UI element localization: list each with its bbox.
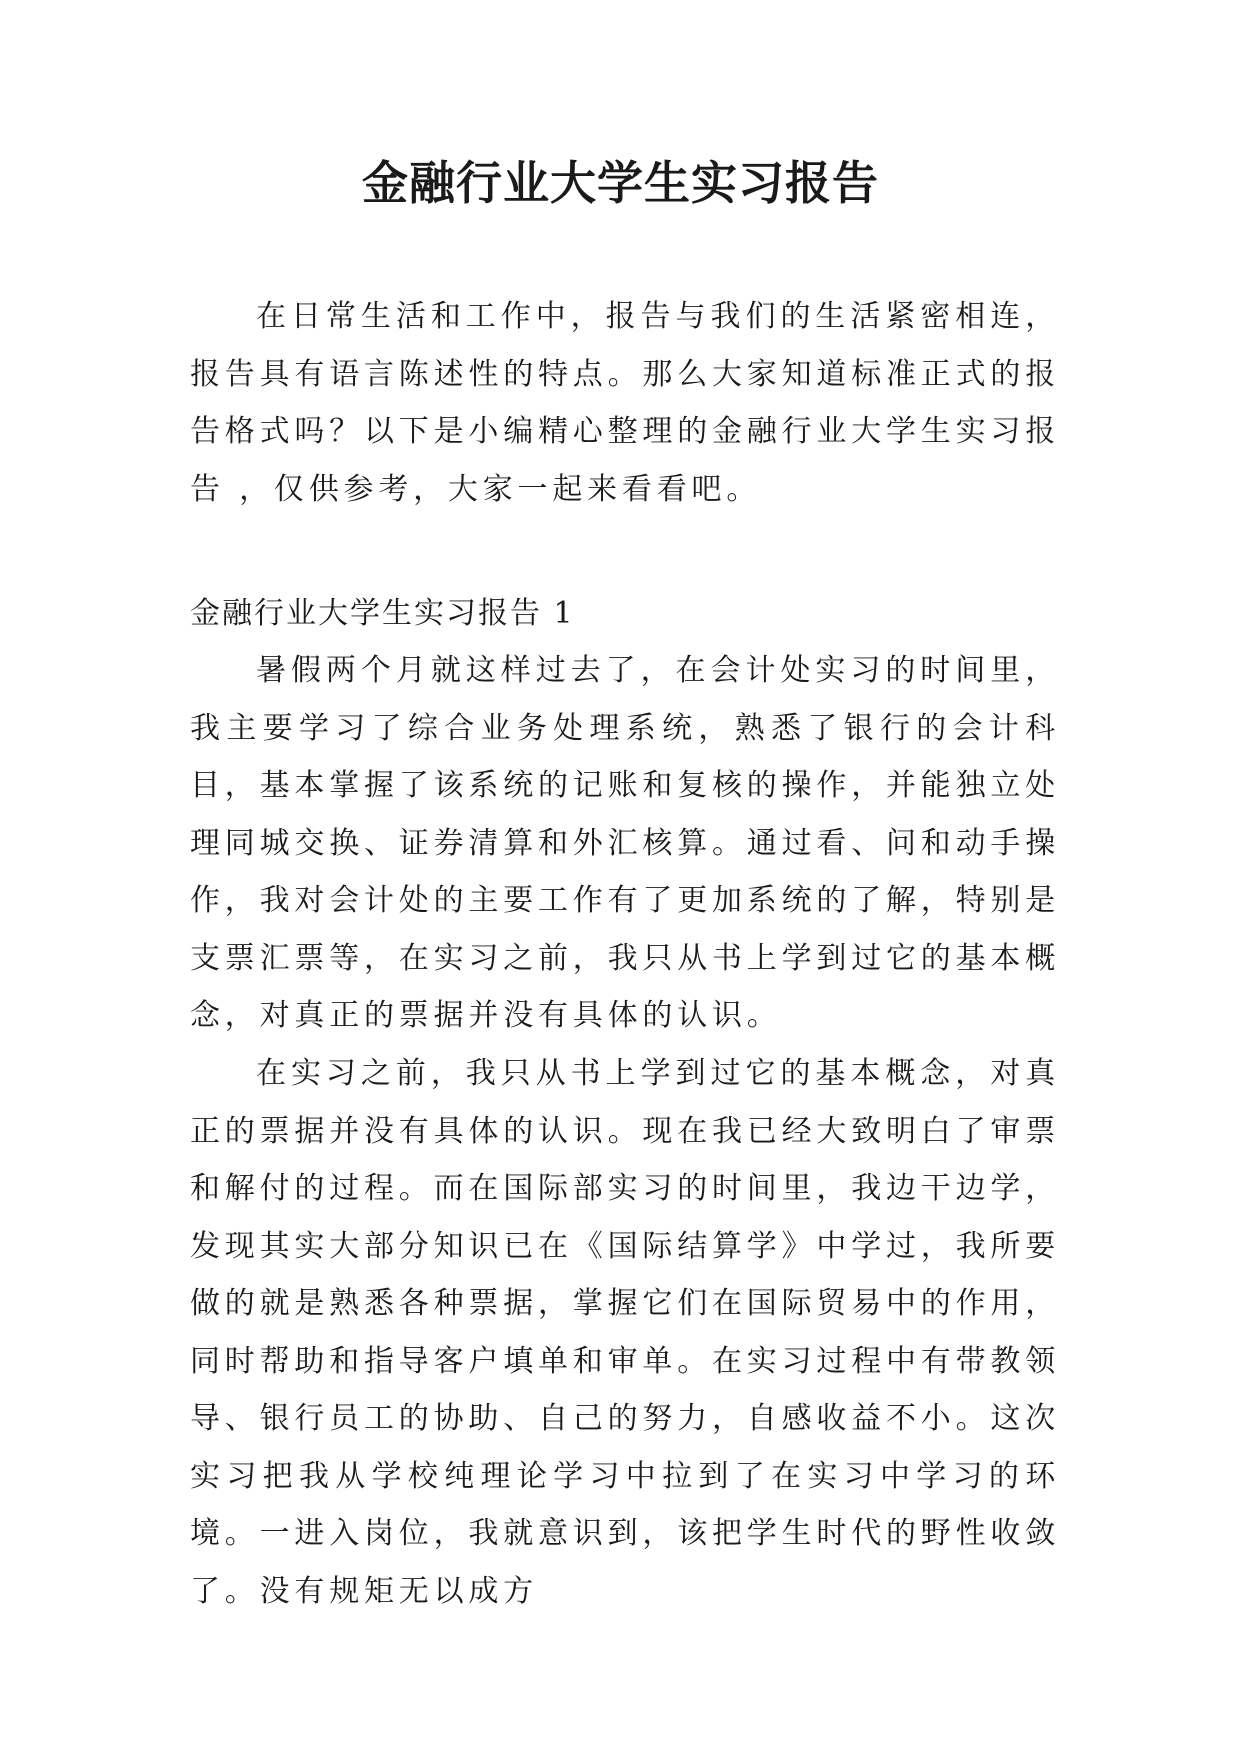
- section-heading: 金融行业大学生实习报告 1: [190, 596, 575, 631]
- intro-paragraph: 在日常生活和工作中，报告与我们的生活紧密相连，报告具有语言陈述性的特点。那么大家知道标准正式的报告格式吗？以下是小编精心整理的金融行业大学生实习报告 ，仅供参考，大家一起来看看吧。: [190, 299, 1060, 507]
- body-paragraph-1: 暑假两个月就这样过去了，在会计处实习的时间里，我主要学习了综合业务处理系统，熟悉了银行的会计科目，基本掌握了该系统的记账和复核的操作，并能独立处理同城交换、证券清算和外汇核算。通过看、问和动手操作，我对会计处的主要工作有了更加系统的了解，特别是支票汇票等，在实习之前，我只从书上学到过它的基本概念，对真正的票据并没有具体的认识。: [190, 653, 1060, 1033]
- body-paragraph-2: 在实习之前，我只从书上学到过它的基本概念，对真正的票据并没有具体的认识。现在我已经大致明白了审票和解付的过程。而在国际部实习的时间里，我边干边学，发现其实大部分知识已在《国际结算学》中学过，我所要做的就是熟悉各种票据，掌握它们在国际贸易中的作用，同时帮助和指导客户填单和审单。在实习过程中有带教领导、银行员工的协助、自己的努力，自感收益不小。这次实习把我从学校纯理论学习中拉到了在实习中学习的环境。一进入岗位，我就意识到，该把学生时代的野性收敛了。没有规矩无以成方: [190, 1056, 1060, 1609]
- document-title: 金融行业大学生实习报告: [362, 156, 879, 210]
